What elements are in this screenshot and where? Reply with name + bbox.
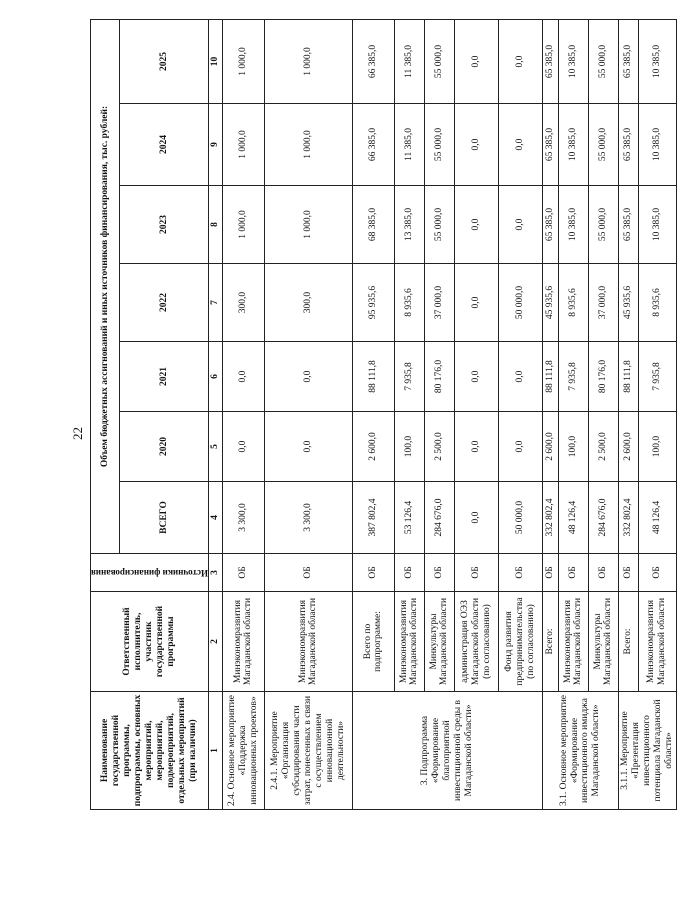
table-row [394,20,424,810]
row-source: ОБ [618,554,638,592]
cell-2025: 0,0 [454,20,498,104]
cell-2024: 66 385,0 [352,104,394,186]
row-executor: Минкультуры Магаданской области [588,592,618,692]
cell-2020: 0,0 [454,412,498,482]
cell-total: 332 802,4 [618,482,638,554]
cell-2024: 1 000,0 [264,104,352,186]
cell-2021: 0,0 [264,342,352,412]
cell-2020: 0,0 [498,412,542,482]
cell-2024: 65 385,0 [618,104,638,186]
cell-2023: 65 385,0 [542,186,558,264]
cell-2025: 65 385,0 [542,20,558,104]
row-name: 2.4. Основное мероприятие «Поддержка инновационных проектов» [222,692,264,810]
cell-2024: 0,0 [454,104,498,186]
cell-2022: 95 935,6 [352,264,394,342]
cell-2025: 55 000,0 [424,20,454,104]
table-row [424,20,454,810]
cell-2024: 55 000,0 [588,104,618,186]
cell-total: 3 300,0 [264,482,352,554]
cell-2022: 50 000,0 [498,264,542,342]
cell-2024: 55 000,0 [424,104,454,186]
header-source-text: Источники финансирования [91,567,208,578]
cell-2023: 68 385,0 [352,186,394,264]
cell-2021: 80 176,0 [424,342,454,412]
row-executor: Всего: [542,592,558,692]
header-year-2020: 2020 [120,412,209,482]
row-source: ОБ [394,554,424,592]
row-executor: Минэкономразвития Магаданской области [264,592,352,692]
row-executor: администрация ОЭЗ Магаданской области (по согласованию) [454,592,498,692]
header-executor: Ответственный исполнитель, участник государственной программы [91,592,209,692]
table-row [454,20,498,810]
cell-total: 0,0 [454,482,498,554]
row-source: ОБ [424,554,454,592]
row-source: ОБ [498,554,542,592]
cell-2021: 0,0 [222,342,264,412]
cell-2021: 7 935,8 [558,342,588,412]
table-row [222,20,264,810]
cell-2023: 55 000,0 [588,186,618,264]
row-executor: Минэкономразвития Магаданской области [639,592,677,692]
cell-2023: 0,0 [454,186,498,264]
cell-2020: 2 500,0 [424,412,454,482]
cell-2020: 2 600,0 [352,412,394,482]
row-name: 3.1.1. Мероприятие «Презентация инвестиционного потенциала Магаданской области» [618,692,676,810]
cell-2021: 7 935,8 [639,342,677,412]
cell-2022: 45 935,6 [542,264,558,342]
cell-2025: 10 385,0 [639,20,677,104]
row-name: 3.1. Основное мероприятие «Формирование инвестиционного имиджа Магаданской области» [542,692,618,810]
cell-2020: 2 500,0 [588,412,618,482]
row-source: ОБ [454,554,498,592]
index-cell: 8 [208,186,222,264]
cell-2021: 0,0 [454,342,498,412]
header-source [91,554,209,592]
cell-2022: 45 935,6 [618,264,638,342]
row-source: ОБ [558,554,588,592]
index-cell: 6 [208,342,222,412]
cell-total: 332 802,4 [542,482,558,554]
header-year-total: ВСЕГО [120,482,209,554]
index-cell: 2 [208,592,222,692]
cell-2020: 0,0 [264,412,352,482]
cell-2025: 1 000,0 [222,20,264,104]
index-cell: 9 [208,104,222,186]
row-name: 2.4.1. Мероприятие «Организация субсидирования части затрат, понесенных в связи с осуществлением инновационной деятельности» [264,692,352,810]
header-year-2023: 2023 [120,186,209,264]
index-cell: 5 [208,412,222,482]
cell-2025: 10 385,0 [558,20,588,104]
table-row [558,20,588,810]
row-executor: Минэкономразвития Магаданской области [394,592,424,692]
cell-2025: 55 000,0 [588,20,618,104]
cell-2024: 11 385,0 [394,104,424,186]
budget-table [90,19,677,810]
cell-2023: 1 000,0 [264,186,352,264]
row-source: ОБ [639,554,677,592]
cell-2022: 8 935,6 [394,264,424,342]
table-row [618,20,638,810]
header-year-2024: 2024 [120,104,209,186]
cell-2021: 88 111,8 [542,342,558,412]
cell-2022: 300,0 [264,264,352,342]
cell-2023: 13 385,0 [394,186,424,264]
rotated-sheet [70,20,674,810]
index-cell: 1 [208,692,222,810]
cell-2022: 37 000,0 [588,264,618,342]
row-source: ОБ [542,554,558,592]
row-executor: Минэкономразвития Магаданской области [558,592,588,692]
table-row [639,20,677,810]
index-cell: 7 [208,264,222,342]
cell-2024: 1 000,0 [222,104,264,186]
header-row-1 [91,20,120,810]
cell-2023: 0,0 [498,186,542,264]
header-name: Наименование государственной программы, подпрограммы, основных мероприятий, мероприятий, подмероприятий, отдельных мероприятий (при наличии) [91,692,209,810]
cell-2022: 300,0 [222,264,264,342]
row-executor: Всего: [618,592,638,692]
cell-2022: 0,0 [454,264,498,342]
cell-2022: 8 935,6 [558,264,588,342]
cell-2025: 1 000,0 [264,20,352,104]
row-source: ОБ [264,554,352,592]
cell-2021: 80 176,0 [588,342,618,412]
row-source: ОБ [352,554,394,592]
row-executor: Минэкономразвития Магаданской области [222,592,264,692]
cell-2021: 7 935,8 [394,342,424,412]
cell-2024: 65 385,0 [542,104,558,186]
cell-2025: 0,0 [498,20,542,104]
cell-total: 284 676,0 [424,482,454,554]
cell-2020: 100,0 [639,412,677,482]
cell-2025: 11 385,0 [394,20,424,104]
page-number: 22 [70,427,85,440]
header-volume: Объем бюджетных ассигнований и иных источников финансирования, тыс. рублей: [91,20,120,554]
row-executor: Фонд развития предпринимательства (по согласованию) [498,592,542,692]
cell-2024: 0,0 [498,104,542,186]
cell-2024: 10 385,0 [558,104,588,186]
cell-2020: 100,0 [394,412,424,482]
cell-total: 53 126,4 [394,482,424,554]
cell-total: 48 126,4 [558,482,588,554]
cell-2023: 1 000,0 [222,186,264,264]
header-year-2025: 2025 [120,20,209,104]
cell-total: 50 000,0 [498,482,542,554]
cell-2020: 2 600,0 [542,412,558,482]
table-row [588,20,618,810]
cell-2020: 100,0 [558,412,588,482]
cell-2025: 66 385,0 [352,20,394,104]
row-source: ОБ [588,554,618,592]
cell-2022: 37 000,0 [424,264,454,342]
cell-2024: 10 385,0 [639,104,677,186]
row-name: 3. Подпрограмма «Формирование благоприятной инвестиционной среды в Магаданской области» [352,692,542,810]
index-cell: 4 [208,482,222,554]
cell-2020: 0,0 [222,412,264,482]
table-row [542,20,558,810]
cell-total: 387 802,4 [352,482,394,554]
cell-2023: 10 385,0 [639,186,677,264]
cell-2022: 8 935,6 [639,264,677,342]
table-row [264,20,352,810]
cell-2025: 65 385,0 [618,20,638,104]
cell-2023: 55 000,0 [424,186,454,264]
row-executor: Всего по подпрограмме: [352,592,394,692]
table-row [352,20,394,810]
cell-2021: 88 111,8 [352,342,394,412]
cell-2020: 2 600,0 [618,412,638,482]
row-source: ОБ [222,554,264,592]
row-executor: Минкультуры Магаданской области [424,592,454,692]
index-cell: 10 [208,20,222,104]
table-row [498,20,542,810]
header-year-2021: 2021 [120,342,209,412]
cell-total: 3 300,0 [222,482,264,554]
cell-2023: 65 385,0 [618,186,638,264]
cell-2021: 0,0 [498,342,542,412]
cell-total: 284 676,0 [588,482,618,554]
cell-total: 48 126,4 [639,482,677,554]
cell-2023: 10 385,0 [558,186,588,264]
header-year-2022: 2022 [120,264,209,342]
header-index-row [208,20,222,810]
index-cell: 3 [208,554,222,592]
cell-2021: 88 111,8 [618,342,638,412]
